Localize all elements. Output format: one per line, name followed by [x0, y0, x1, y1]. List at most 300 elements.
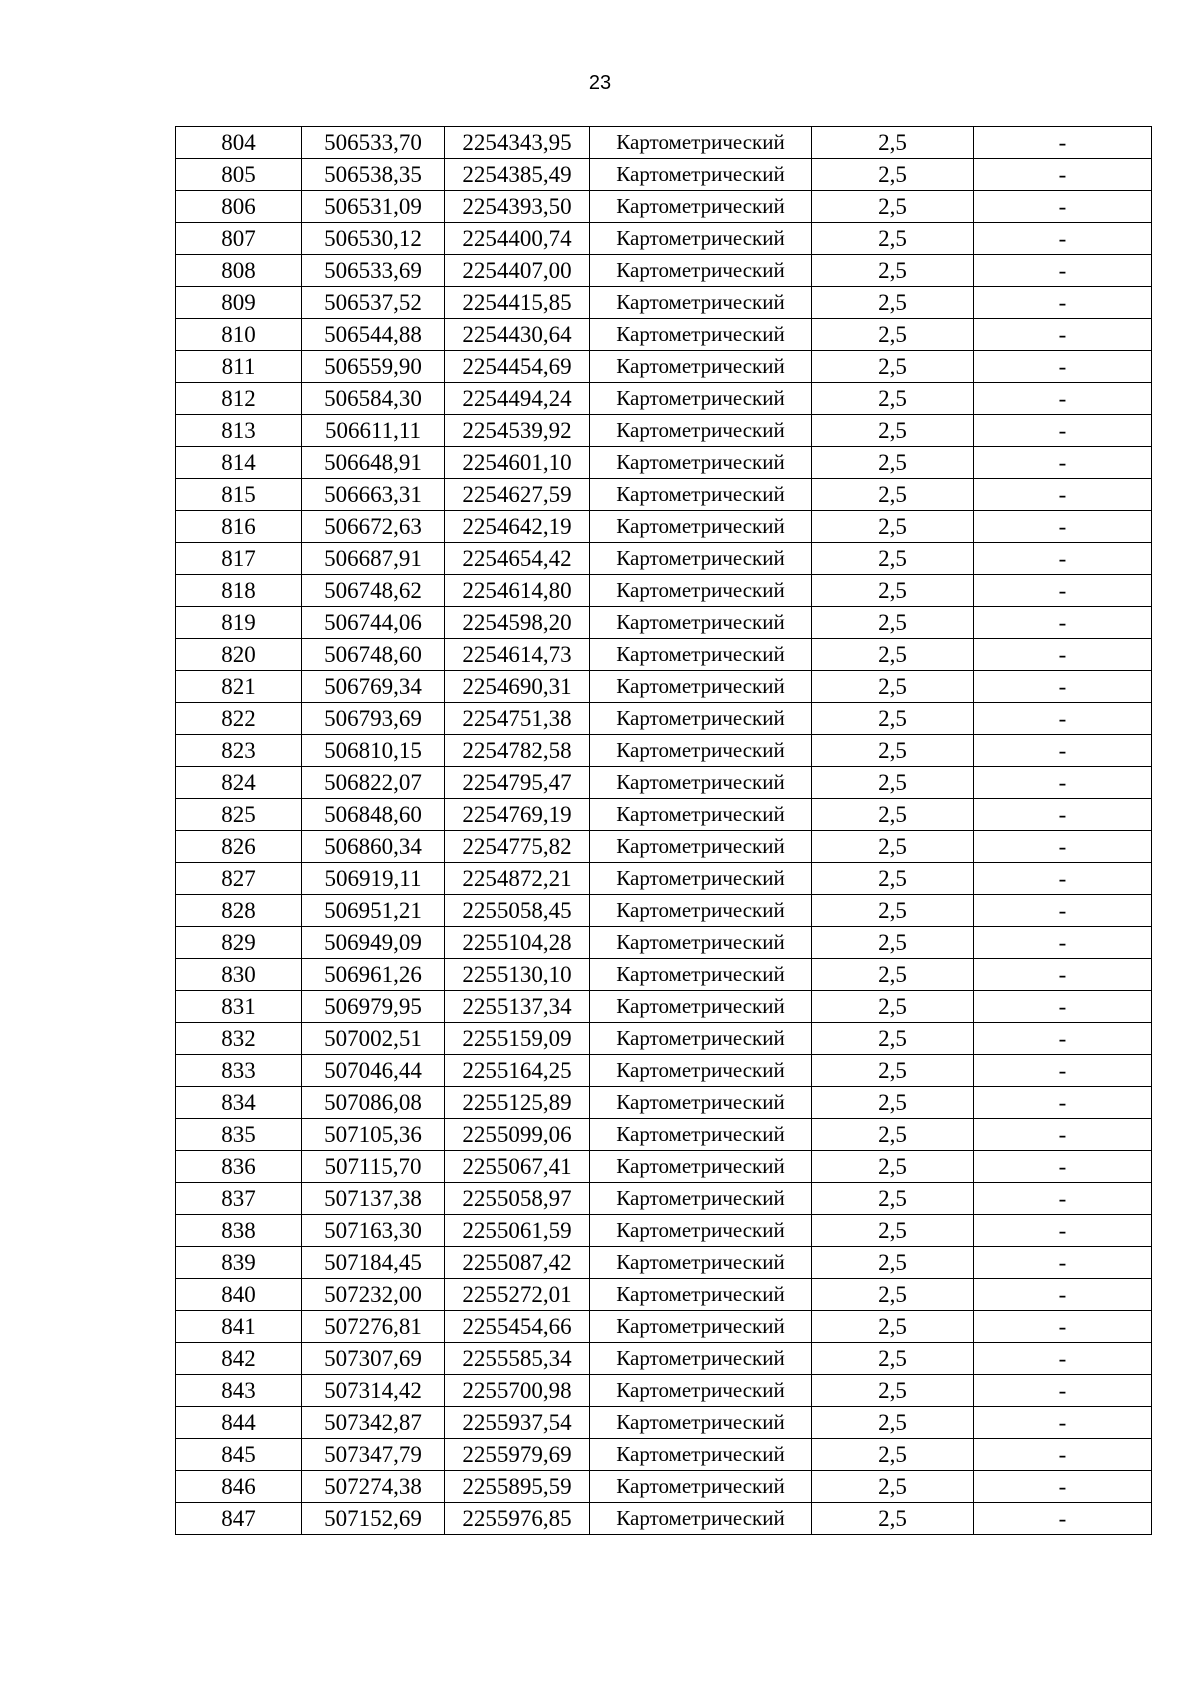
point-number-cell: 817	[176, 543, 302, 575]
table-row	[176, 1279, 1152, 1311]
x-coordinate-cell: 506744,06	[302, 607, 445, 639]
method-cell: Картометрический	[590, 191, 812, 223]
y-coordinate-cell: 2254400,74	[445, 223, 590, 255]
table-row	[176, 895, 1152, 927]
method-cell: Картометрический	[590, 799, 812, 831]
description-cell: -	[974, 735, 1152, 767]
y-coordinate-cell: 2255895,59	[445, 1471, 590, 1503]
description-cell: -	[974, 831, 1152, 863]
y-coordinate-cell: 2255130,10	[445, 959, 590, 991]
table-row	[176, 1151, 1152, 1183]
x-coordinate-cell: 506810,15	[302, 735, 445, 767]
x-coordinate-cell: 507002,51	[302, 1023, 445, 1055]
method-cell: Картометрический	[590, 1023, 812, 1055]
description-cell: -	[974, 991, 1152, 1023]
x-coordinate-cell: 506672,63	[302, 511, 445, 543]
table-row	[176, 927, 1152, 959]
description-cell: -	[974, 1023, 1152, 1055]
y-coordinate-cell: 2255125,89	[445, 1087, 590, 1119]
table-row	[176, 1215, 1152, 1247]
x-coordinate-cell: 507105,36	[302, 1119, 445, 1151]
point-number-cell: 806	[176, 191, 302, 223]
method-cell: Картометрический	[590, 575, 812, 607]
point-number-cell: 811	[176, 351, 302, 383]
table-row	[176, 543, 1152, 575]
accuracy-cell: 2,5	[812, 159, 974, 191]
accuracy-cell: 2,5	[812, 575, 974, 607]
table-row	[176, 767, 1152, 799]
table-row	[176, 1343, 1152, 1375]
accuracy-cell: 2,5	[812, 1503, 974, 1535]
method-cell: Картометрический	[590, 1375, 812, 1407]
y-coordinate-cell: 2255087,42	[445, 1247, 590, 1279]
y-coordinate-cell: 2254769,19	[445, 799, 590, 831]
method-cell: Картометрический	[590, 895, 812, 927]
point-number-cell: 841	[176, 1311, 302, 1343]
accuracy-cell: 2,5	[812, 959, 974, 991]
x-coordinate-cell: 506748,62	[302, 575, 445, 607]
accuracy-cell: 2,5	[812, 799, 974, 831]
y-coordinate-cell: 2254601,10	[445, 447, 590, 479]
description-cell: -	[974, 383, 1152, 415]
y-coordinate-cell: 2255061,59	[445, 1215, 590, 1247]
y-coordinate-cell: 2254751,38	[445, 703, 590, 735]
description-cell: -	[974, 1183, 1152, 1215]
method-cell: Картометрический	[590, 959, 812, 991]
y-coordinate-cell: 2255099,06	[445, 1119, 590, 1151]
x-coordinate-cell: 506559,90	[302, 351, 445, 383]
x-coordinate-cell: 506748,60	[302, 639, 445, 671]
y-coordinate-cell: 2254782,58	[445, 735, 590, 767]
x-coordinate-cell: 506860,34	[302, 831, 445, 863]
table-row	[176, 255, 1152, 287]
x-coordinate-cell: 506611,11	[302, 415, 445, 447]
x-coordinate-cell: 506919,11	[302, 863, 445, 895]
point-number-cell: 839	[176, 1247, 302, 1279]
method-cell: Картометрический	[590, 223, 812, 255]
description-cell: -	[974, 1215, 1152, 1247]
y-coordinate-cell: 2254690,31	[445, 671, 590, 703]
table-row	[176, 1247, 1152, 1279]
description-cell: -	[974, 287, 1152, 319]
x-coordinate-cell: 507086,08	[302, 1087, 445, 1119]
table-row	[176, 1311, 1152, 1343]
accuracy-cell: 2,5	[812, 351, 974, 383]
y-coordinate-cell: 2254393,50	[445, 191, 590, 223]
y-coordinate-cell: 2254872,21	[445, 863, 590, 895]
method-cell: Картометрический	[590, 1247, 812, 1279]
x-coordinate-cell: 507274,38	[302, 1471, 445, 1503]
method-cell: Картометрический	[590, 1503, 812, 1535]
point-number-cell: 836	[176, 1151, 302, 1183]
description-cell: -	[974, 1503, 1152, 1535]
accuracy-cell: 2,5	[812, 863, 974, 895]
y-coordinate-cell: 2255976,85	[445, 1503, 590, 1535]
accuracy-cell: 2,5	[812, 1023, 974, 1055]
x-coordinate-cell: 506533,70	[302, 127, 445, 159]
table-row	[176, 319, 1152, 351]
description-cell: -	[974, 895, 1152, 927]
x-coordinate-cell: 506949,09	[302, 927, 445, 959]
y-coordinate-cell: 2255137,34	[445, 991, 590, 1023]
method-cell: Картометрический	[590, 159, 812, 191]
x-coordinate-cell: 506793,69	[302, 703, 445, 735]
method-cell: Картометрический	[590, 255, 812, 287]
x-coordinate-cell: 507232,00	[302, 1279, 445, 1311]
x-coordinate-cell: 507307,69	[302, 1343, 445, 1375]
point-number-cell: 825	[176, 799, 302, 831]
description-cell: -	[974, 1279, 1152, 1311]
table-row	[176, 735, 1152, 767]
table-row	[176, 159, 1152, 191]
accuracy-cell: 2,5	[812, 1471, 974, 1503]
table-row	[176, 447, 1152, 479]
method-cell: Картометрический	[590, 1407, 812, 1439]
method-cell: Картометрический	[590, 1471, 812, 1503]
description-cell: -	[974, 575, 1152, 607]
table-row	[176, 991, 1152, 1023]
x-coordinate-cell: 506848,60	[302, 799, 445, 831]
method-cell: Картометрический	[590, 767, 812, 799]
method-cell: Картометрический	[590, 1087, 812, 1119]
x-coordinate-cell: 506769,34	[302, 671, 445, 703]
point-number-cell: 820	[176, 639, 302, 671]
point-number-cell: 846	[176, 1471, 302, 1503]
description-cell: -	[974, 1087, 1152, 1119]
description-cell: -	[974, 255, 1152, 287]
point-number-cell: 840	[176, 1279, 302, 1311]
point-number-cell: 821	[176, 671, 302, 703]
y-coordinate-cell: 2255454,66	[445, 1311, 590, 1343]
table-row	[176, 703, 1152, 735]
accuracy-cell: 2,5	[812, 991, 974, 1023]
method-cell: Картометрический	[590, 1151, 812, 1183]
method-cell: Картометрический	[590, 703, 812, 735]
table-row	[176, 287, 1152, 319]
method-cell: Картометрический	[590, 319, 812, 351]
accuracy-cell: 2,5	[812, 1279, 974, 1311]
table-row	[176, 1055, 1152, 1087]
method-cell: Картометрический	[590, 831, 812, 863]
accuracy-cell: 2,5	[812, 127, 974, 159]
x-coordinate-cell: 507046,44	[302, 1055, 445, 1087]
accuracy-cell: 2,5	[812, 671, 974, 703]
point-number-cell: 838	[176, 1215, 302, 1247]
y-coordinate-cell: 2254642,19	[445, 511, 590, 543]
table-row	[176, 1471, 1152, 1503]
description-cell: -	[974, 703, 1152, 735]
y-coordinate-cell: 2254627,59	[445, 479, 590, 511]
point-number-cell: 829	[176, 927, 302, 959]
method-cell: Картометрический	[590, 671, 812, 703]
method-cell: Картометрический	[590, 863, 812, 895]
table-row	[176, 1503, 1152, 1535]
x-coordinate-cell: 506979,95	[302, 991, 445, 1023]
table-row	[176, 1087, 1152, 1119]
point-number-cell: 826	[176, 831, 302, 863]
point-number-cell: 808	[176, 255, 302, 287]
x-coordinate-cell: 507347,79	[302, 1439, 445, 1471]
point-number-cell: 805	[176, 159, 302, 191]
method-cell: Картометрический	[590, 1311, 812, 1343]
x-coordinate-cell: 507314,42	[302, 1375, 445, 1407]
table-row	[176, 575, 1152, 607]
point-number-cell: 828	[176, 895, 302, 927]
method-cell: Картометрический	[590, 1183, 812, 1215]
table-row	[176, 1407, 1152, 1439]
y-coordinate-cell: 2255058,45	[445, 895, 590, 927]
point-number-cell: 831	[176, 991, 302, 1023]
y-coordinate-cell: 2255979,69	[445, 1439, 590, 1471]
y-coordinate-cell: 2254775,82	[445, 831, 590, 863]
description-cell: -	[974, 479, 1152, 511]
point-number-cell: 842	[176, 1343, 302, 1375]
point-number-cell: 843	[176, 1375, 302, 1407]
point-number-cell: 816	[176, 511, 302, 543]
table-row	[176, 1439, 1152, 1471]
point-number-cell: 845	[176, 1439, 302, 1471]
y-coordinate-cell: 2255058,97	[445, 1183, 590, 1215]
table-row	[176, 607, 1152, 639]
x-coordinate-cell: 507276,81	[302, 1311, 445, 1343]
accuracy-cell: 2,5	[812, 1087, 974, 1119]
accuracy-cell: 2,5	[812, 927, 974, 959]
point-number-cell: 812	[176, 383, 302, 415]
x-coordinate-cell: 506687,91	[302, 543, 445, 575]
table-row	[176, 831, 1152, 863]
description-cell: -	[974, 1055, 1152, 1087]
description-cell: -	[974, 543, 1152, 575]
x-coordinate-cell: 506648,91	[302, 447, 445, 479]
accuracy-cell: 2,5	[812, 1119, 974, 1151]
accuracy-cell: 2,5	[812, 415, 974, 447]
description-cell: -	[974, 607, 1152, 639]
method-cell: Картометрический	[590, 1279, 812, 1311]
y-coordinate-cell: 2254494,24	[445, 383, 590, 415]
point-number-cell: 830	[176, 959, 302, 991]
accuracy-cell: 2,5	[812, 223, 974, 255]
table-row	[176, 799, 1152, 831]
accuracy-cell: 2,5	[812, 511, 974, 543]
accuracy-cell: 2,5	[812, 1407, 974, 1439]
point-number-cell: 804	[176, 127, 302, 159]
description-cell: -	[974, 1439, 1152, 1471]
y-coordinate-cell: 2255067,41	[445, 1151, 590, 1183]
accuracy-cell: 2,5	[812, 607, 974, 639]
point-number-cell: 837	[176, 1183, 302, 1215]
accuracy-cell: 2,5	[812, 543, 974, 575]
x-coordinate-cell: 506951,21	[302, 895, 445, 927]
point-number-cell: 822	[176, 703, 302, 735]
accuracy-cell: 2,5	[812, 1215, 974, 1247]
y-coordinate-cell: 2254598,20	[445, 607, 590, 639]
description-cell: -	[974, 639, 1152, 671]
description-cell: -	[974, 1471, 1152, 1503]
description-cell: -	[974, 447, 1152, 479]
point-number-cell: 833	[176, 1055, 302, 1087]
y-coordinate-cell: 2254539,92	[445, 415, 590, 447]
table-row	[176, 191, 1152, 223]
description-cell: -	[974, 1343, 1152, 1375]
accuracy-cell: 2,5	[812, 255, 974, 287]
y-coordinate-cell: 2255272,01	[445, 1279, 590, 1311]
description-cell: -	[974, 767, 1152, 799]
x-coordinate-cell: 507152,69	[302, 1503, 445, 1535]
accuracy-cell: 2,5	[812, 703, 974, 735]
x-coordinate-cell: 507184,45	[302, 1247, 445, 1279]
y-coordinate-cell: 2255585,34	[445, 1343, 590, 1375]
y-coordinate-cell: 2255700,98	[445, 1375, 590, 1407]
table-row	[176, 671, 1152, 703]
point-number-cell: 815	[176, 479, 302, 511]
y-coordinate-cell: 2254430,64	[445, 319, 590, 351]
method-cell: Картометрический	[590, 447, 812, 479]
method-cell: Картометрический	[590, 1215, 812, 1247]
accuracy-cell: 2,5	[812, 735, 974, 767]
x-coordinate-cell: 507115,70	[302, 1151, 445, 1183]
description-cell: -	[974, 351, 1152, 383]
accuracy-cell: 2,5	[812, 1343, 974, 1375]
point-number-cell: 807	[176, 223, 302, 255]
description-cell: -	[974, 159, 1152, 191]
description-cell: -	[974, 671, 1152, 703]
description-cell: -	[974, 799, 1152, 831]
coordinates-table-body	[176, 127, 1152, 1535]
x-coordinate-cell: 506537,52	[302, 287, 445, 319]
method-cell: Картометрический	[590, 287, 812, 319]
point-number-cell: 813	[176, 415, 302, 447]
description-cell: -	[974, 127, 1152, 159]
y-coordinate-cell: 2254415,85	[445, 287, 590, 319]
table-row	[176, 511, 1152, 543]
x-coordinate-cell: 507342,87	[302, 1407, 445, 1439]
method-cell: Картометрический	[590, 927, 812, 959]
accuracy-cell: 2,5	[812, 447, 974, 479]
y-coordinate-cell: 2254343,95	[445, 127, 590, 159]
x-coordinate-cell: 506584,30	[302, 383, 445, 415]
accuracy-cell: 2,5	[812, 1439, 974, 1471]
accuracy-cell: 2,5	[812, 1375, 974, 1407]
accuracy-cell: 2,5	[812, 895, 974, 927]
point-number-cell: 810	[176, 319, 302, 351]
x-coordinate-cell: 506544,88	[302, 319, 445, 351]
method-cell: Картометрический	[590, 991, 812, 1023]
y-coordinate-cell: 2254795,47	[445, 767, 590, 799]
y-coordinate-cell: 2254614,73	[445, 639, 590, 671]
description-cell: -	[974, 1407, 1152, 1439]
description-cell: -	[974, 927, 1152, 959]
method-cell: Картометрический	[590, 511, 812, 543]
table-row	[176, 959, 1152, 991]
method-cell: Картометрический	[590, 1119, 812, 1151]
x-coordinate-cell: 506663,31	[302, 479, 445, 511]
accuracy-cell: 2,5	[812, 287, 974, 319]
method-cell: Картометрический	[590, 351, 812, 383]
method-cell: Картометрический	[590, 127, 812, 159]
x-coordinate-cell: 506538,35	[302, 159, 445, 191]
point-number-cell: 824	[176, 767, 302, 799]
method-cell: Картометрический	[590, 639, 812, 671]
method-cell: Картометрический	[590, 1439, 812, 1471]
x-coordinate-cell: 507163,30	[302, 1215, 445, 1247]
y-coordinate-cell: 2254614,80	[445, 575, 590, 607]
table-row	[176, 127, 1152, 159]
table-row	[176, 1375, 1152, 1407]
description-cell: -	[974, 959, 1152, 991]
x-coordinate-cell: 506961,26	[302, 959, 445, 991]
method-cell: Картометрический	[590, 1055, 812, 1087]
table-row	[176, 223, 1152, 255]
method-cell: Картометрический	[590, 383, 812, 415]
description-cell: -	[974, 1375, 1152, 1407]
table-row	[176, 1183, 1152, 1215]
description-cell: -	[974, 415, 1152, 447]
description-cell: -	[974, 1247, 1152, 1279]
description-cell: -	[974, 319, 1152, 351]
accuracy-cell: 2,5	[812, 383, 974, 415]
x-coordinate-cell: 506822,07	[302, 767, 445, 799]
table-row	[176, 639, 1152, 671]
page-number: 23	[588, 72, 612, 94]
point-number-cell: 818	[176, 575, 302, 607]
accuracy-cell: 2,5	[812, 1311, 974, 1343]
point-number-cell: 832	[176, 1023, 302, 1055]
description-cell: -	[974, 191, 1152, 223]
table-row	[176, 863, 1152, 895]
table-row	[176, 1023, 1152, 1055]
method-cell: Картометрический	[590, 735, 812, 767]
description-cell: -	[974, 1151, 1152, 1183]
point-number-cell: 827	[176, 863, 302, 895]
y-coordinate-cell: 2254654,42	[445, 543, 590, 575]
point-number-cell: 823	[176, 735, 302, 767]
accuracy-cell: 2,5	[812, 191, 974, 223]
description-cell: -	[974, 1119, 1152, 1151]
table-row	[176, 479, 1152, 511]
accuracy-cell: 2,5	[812, 1151, 974, 1183]
x-coordinate-cell: 506530,12	[302, 223, 445, 255]
point-number-cell: 814	[176, 447, 302, 479]
point-number-cell: 809	[176, 287, 302, 319]
y-coordinate-cell: 2255104,28	[445, 927, 590, 959]
accuracy-cell: 2,5	[812, 1247, 974, 1279]
accuracy-cell: 2,5	[812, 319, 974, 351]
description-cell: -	[974, 223, 1152, 255]
method-cell: Картометрический	[590, 415, 812, 447]
description-cell: -	[974, 863, 1152, 895]
point-number-cell: 844	[176, 1407, 302, 1439]
accuracy-cell: 2,5	[812, 639, 974, 671]
table-row	[176, 383, 1152, 415]
y-coordinate-cell: 2254385,49	[445, 159, 590, 191]
method-cell: Картометрический	[590, 479, 812, 511]
y-coordinate-cell: 2255164,25	[445, 1055, 590, 1087]
accuracy-cell: 2,5	[812, 479, 974, 511]
method-cell: Картометрический	[590, 1343, 812, 1375]
x-coordinate-cell: 506531,09	[302, 191, 445, 223]
y-coordinate-cell: 2254407,00	[445, 255, 590, 287]
method-cell: Картометрический	[590, 607, 812, 639]
description-cell: -	[974, 1311, 1152, 1343]
x-coordinate-cell: 506533,69	[302, 255, 445, 287]
accuracy-cell: 2,5	[812, 1055, 974, 1087]
point-number-cell: 834	[176, 1087, 302, 1119]
description-cell: -	[974, 511, 1152, 543]
y-coordinate-cell: 2255159,09	[445, 1023, 590, 1055]
y-coordinate-cell: 2255937,54	[445, 1407, 590, 1439]
x-coordinate-cell: 507137,38	[302, 1183, 445, 1215]
accuracy-cell: 2,5	[812, 767, 974, 799]
